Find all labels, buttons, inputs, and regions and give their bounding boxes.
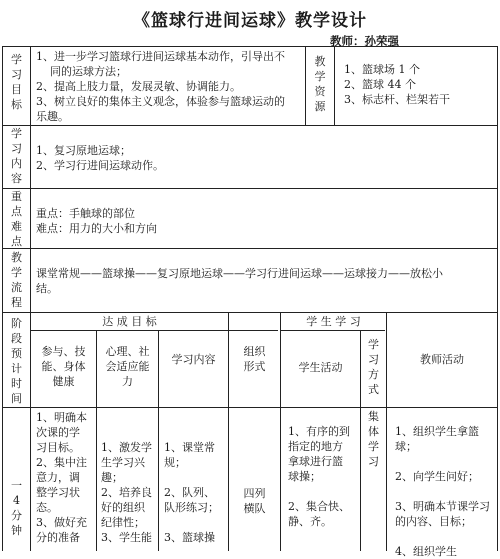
content-label: 学 习 内 容 xyxy=(11,127,22,185)
key-points-text: 重点：手触球的部位 难点：用力的大小和方向 xyxy=(36,207,157,235)
row1-student-activity: 1、有序的到 指定的地方 拿球进行篮 球操； 2、集合快、 静、齐。 xyxy=(288,425,350,528)
col-psych-header: 心理、社 会适应能 力 xyxy=(105,345,150,388)
row1-teacher-activity: 1、组织学生拿篮 球； 2、向学生问好； 3、明确本节课学习 的内容、目标； 4、组织学生 xyxy=(395,425,490,558)
objectives-text: 1、进一步学习篮球行进间运球基本动作，引导出不 同的运球方法； 2、提高上肢力量，发展灵敏、协调能力。 3、树立良好的集体主义观念，体验参与篮球运动的 乐趣。 xyxy=(36,50,285,123)
col-student-activity-header: 学生活动 xyxy=(298,361,343,374)
page-title: 《篮球行进间运球》教学设计 xyxy=(133,11,367,31)
content-text: 1、复习原地运球； 2、学习行进间运球动作。 xyxy=(36,144,164,172)
resources-label: 教 学 资 源 xyxy=(314,55,326,113)
row1-content: 1、课堂常 规； 2、队列、 队形练习； 3、篮球操 xyxy=(164,441,219,544)
col-teacher-activity-header: 教师活动 xyxy=(420,353,464,366)
row1-org: 四列 横队 xyxy=(243,487,266,515)
col-method-header: 学 习 方 式 xyxy=(368,338,379,396)
process-label: 教 学 流 程 xyxy=(11,251,22,309)
student-learning-header: 学 生 学 习 xyxy=(306,315,361,328)
process-text: 课堂常规——篮球操——复习原地运球——学习行进间运球——运球接力——放松小 结。 xyxy=(36,267,443,295)
row1-time: 一 4 分 钟 xyxy=(11,479,22,537)
stage-time-label: 阶 段 预 计 时 间 xyxy=(11,317,22,405)
row1-method: 集 体 学 习 xyxy=(368,410,379,468)
objectives-label: 学 习 目 标 xyxy=(11,53,22,111)
col-content-header: 学习内容 xyxy=(171,353,216,366)
goals-header: 达 成 目 标 xyxy=(102,315,157,328)
teacher-name: 教师：孙荣强 xyxy=(330,34,399,48)
col-org-header: 组织 形式 xyxy=(243,345,266,373)
col-participation-header: 参与、技 能、身体 健康 xyxy=(41,345,86,388)
resources-text: 1、篮球场 1 个 2、篮球 44 个 3、标志杆、栏架若干 xyxy=(344,63,450,106)
row1-psych: 1、激发学 生学习兴 趣； 2、培养良 好的组织 纪律性； 3、学生能 xyxy=(101,441,152,544)
row1-participation: 1、明确本 次课的学 习目标。 2、集中注 意力，调 整学习状 态。 3、做好充 分的准备 xyxy=(36,411,87,544)
key-points-label: 重 点 难 点 xyxy=(11,190,22,248)
